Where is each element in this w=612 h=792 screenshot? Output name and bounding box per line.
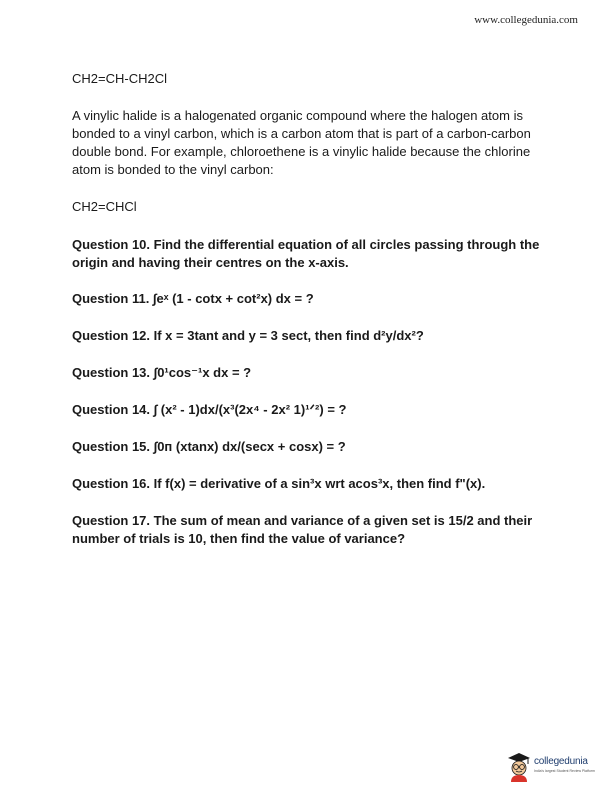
question-13: Question 13. ∫0¹cos⁻¹x dx = ? — [72, 365, 252, 380]
question-11: Question 11. ∫eˣ (1 - cotx + cot²x) dx = ? — [72, 291, 314, 306]
logo-wordmark: collegedunia — [534, 756, 588, 767]
formula-allyl-chloride: CH2=CH-CH2Cl — [72, 71, 167, 86]
formula-chloroethene: CH2=CHCl — [72, 199, 137, 214]
site-url: www.collegedunia.com — [474, 14, 578, 26]
question-15: Question 15. ∫0ᴨ (xtanx) dx/(secx + cosx) = ? — [72, 439, 346, 454]
question-12: Question 12. If x = 3tant and y = 3 sect, then find d²y/dx²? — [72, 328, 424, 343]
question-10: Question 10. Find the differential equation of all circles passing through the origin and having their centres on the x-axis. — [72, 237, 540, 270]
collegedunia-logo — [506, 752, 606, 782]
document-body — [72, 70, 542, 548]
graduate-mascot-icon — [506, 752, 532, 782]
vinylic-halide-paragraph: A vinylic halide is a halogenated organic compound where the halogen atom is bonded to a vinyl carbon, which is a carbon atom that is part of a carbon-carbon double bond. For example, chloroethene is a vinylic halide because the chlorine atom is bonded to the vinyl carbon: — [72, 108, 531, 177]
question-17: Question 17. The sum of mean and variance of a given set is 15/2 and their number of trials is 10, then find the value of variance? — [72, 513, 533, 546]
question-16: Question 16. If f(x) = derivative of a sin³x wrt acos³x, then find f"(x). — [72, 476, 486, 491]
question-14: Question 14. ∫ (x² - 1)dx/(x³(2x⁴ - 2x² 1)¹ᐟ²) = ? — [72, 402, 347, 417]
logo-tagline: India's largest Student Review Platform — [534, 769, 595, 773]
